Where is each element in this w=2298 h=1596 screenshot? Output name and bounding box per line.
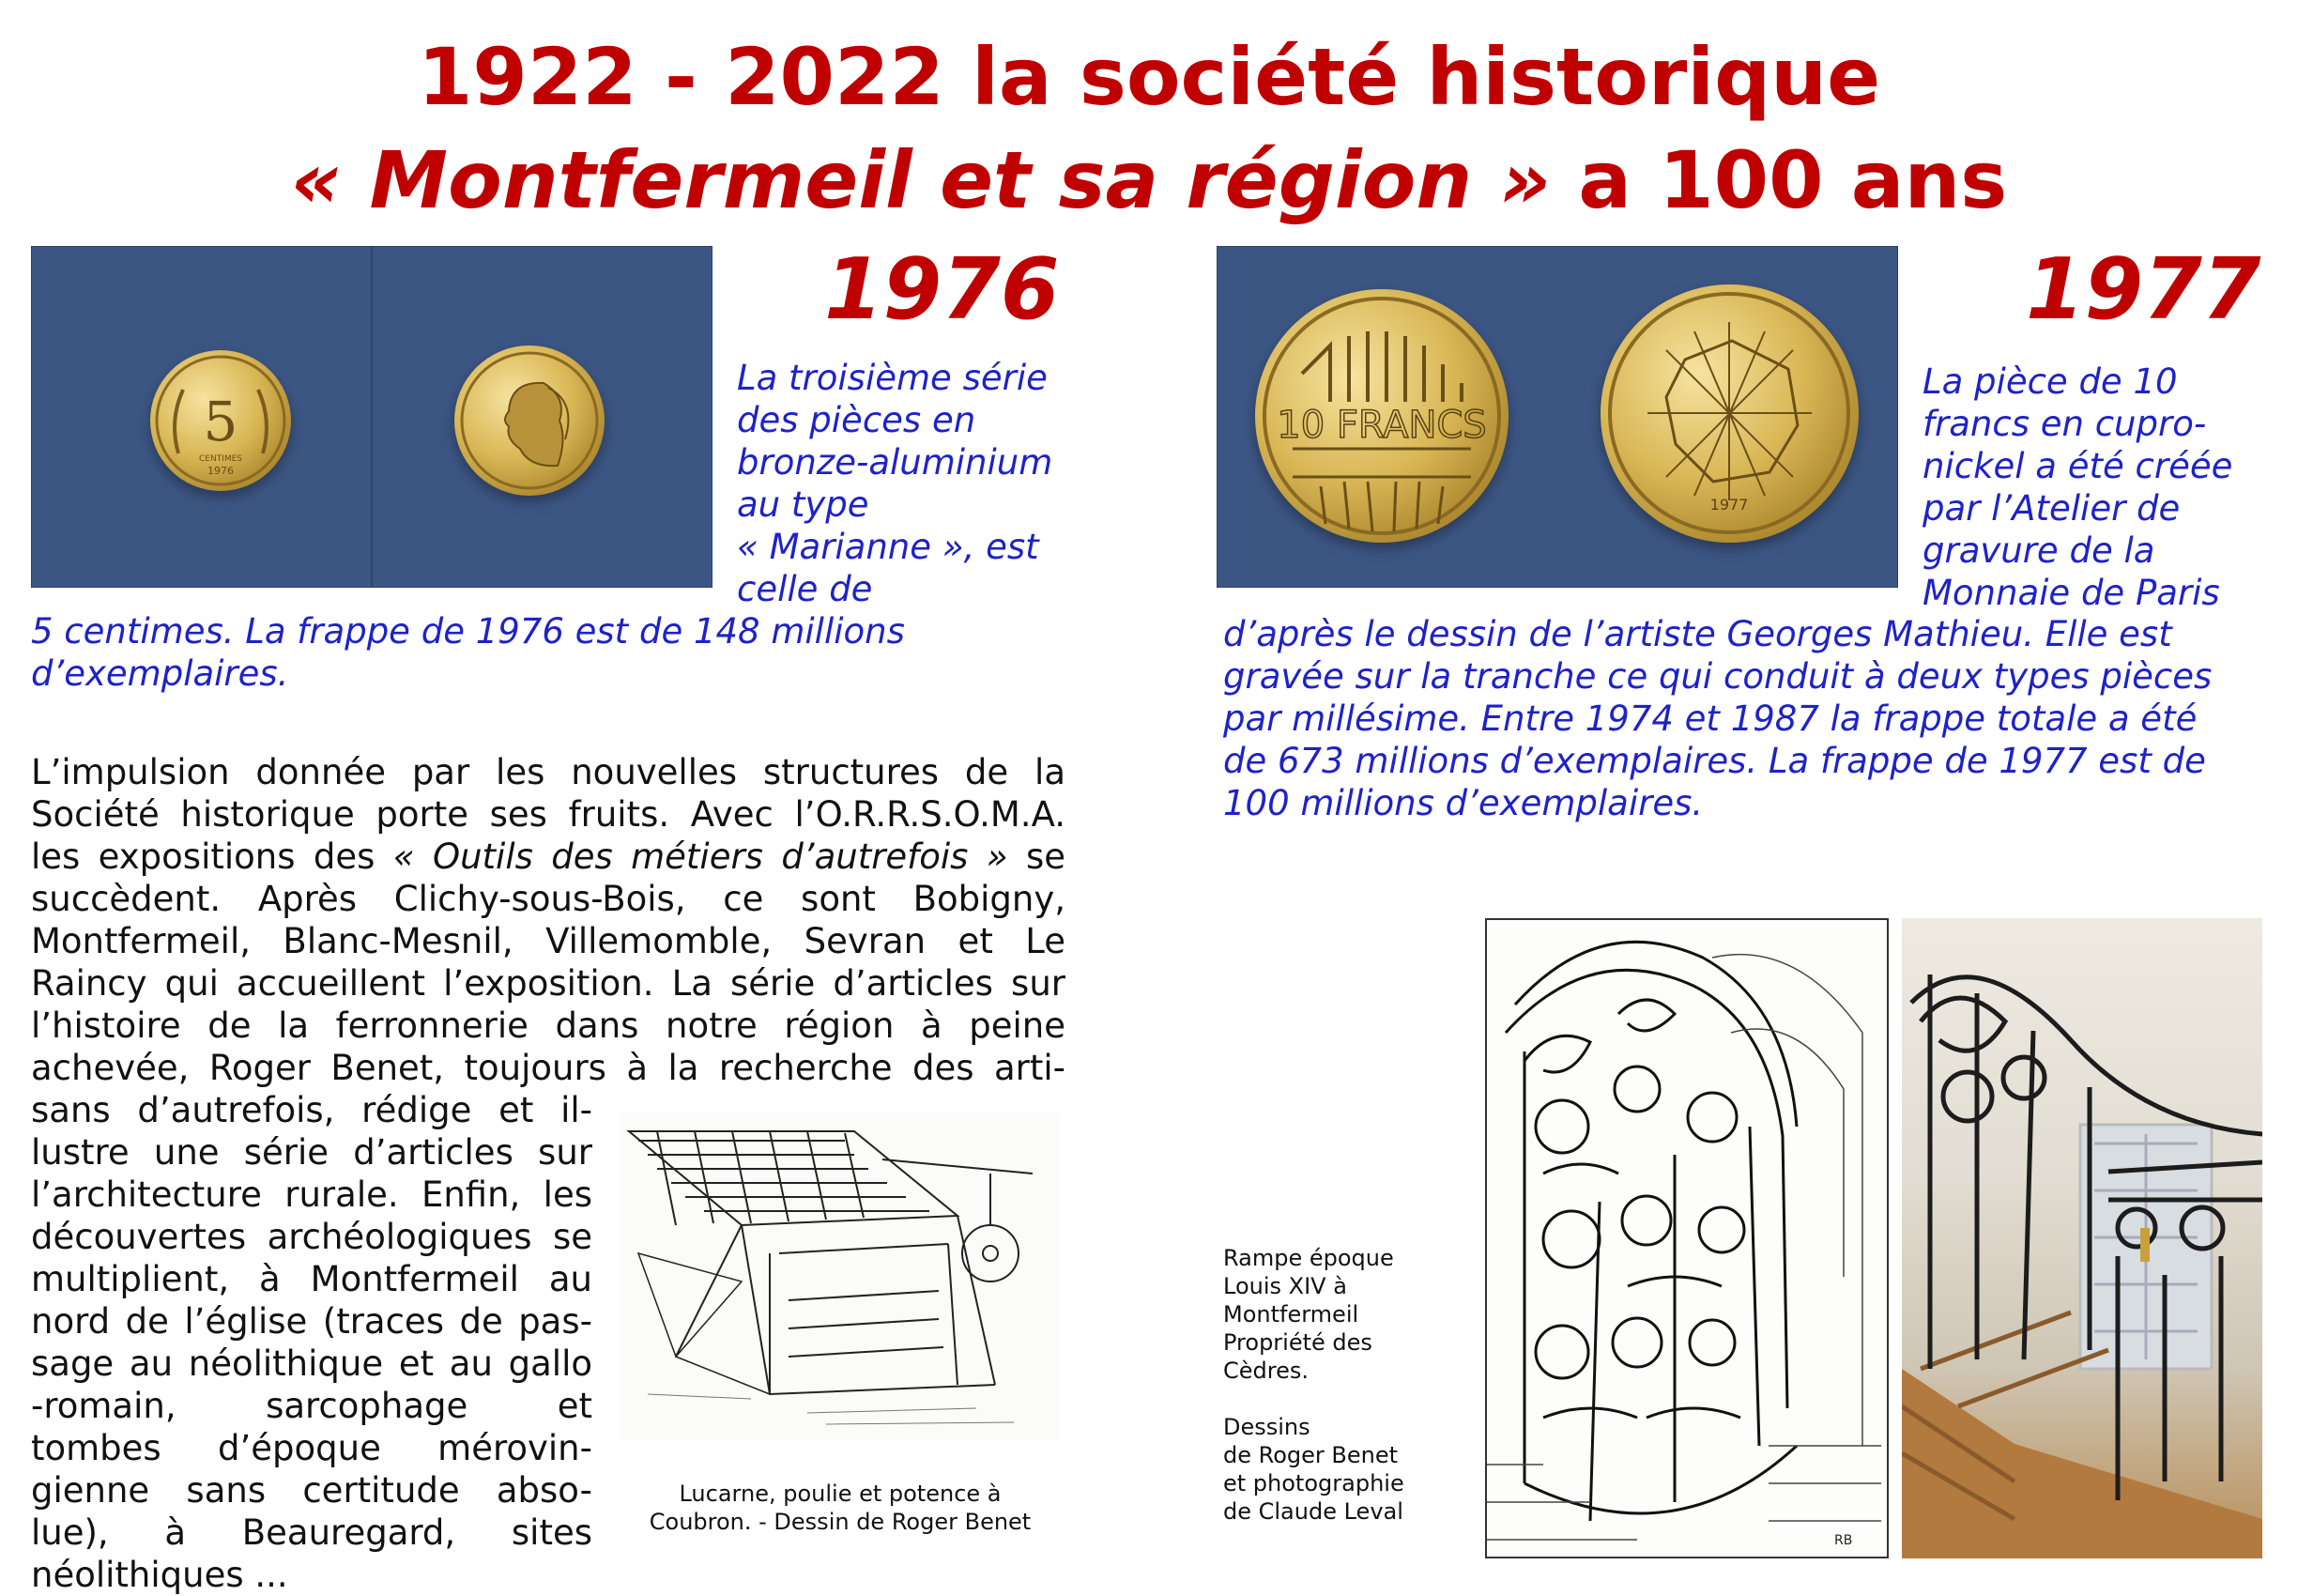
marianne-profile-icon bbox=[454, 345, 605, 496]
lucarne-caption-line: Coubron. - Dessin de Roger Benet bbox=[649, 1509, 1032, 1535]
coin-1976-line: 5 centimes. La frappe de 1976 est de 148 millions bbox=[31, 611, 905, 652]
coin-1976-text-continued bbox=[31, 610, 905, 695]
coin-1977-line: gravée sur la tranche ce qui conduit à deux types pièces bbox=[1223, 656, 2213, 697]
article-line: L’impulsion donnée par les nouvelles structures de la bbox=[31, 752, 1065, 792]
coin-1977-line: La pièce de 10 bbox=[1923, 361, 2178, 402]
coin-1977-text-continued bbox=[1223, 613, 2212, 824]
coin-1977-text-column bbox=[1923, 361, 2232, 614]
rampe-caption-line: de Roger Benet bbox=[1223, 1442, 1399, 1468]
rampe-caption-line: Dessins bbox=[1223, 1414, 1310, 1440]
article-line: néolithiques ... bbox=[31, 1555, 288, 1595]
article-line: gienne sans certitude abso- bbox=[31, 1470, 592, 1511]
coin-1977-line: gravure de la bbox=[1923, 530, 2155, 571]
rampe-caption-line bbox=[1223, 1385, 1404, 1413]
coin-10-francs-engraving bbox=[1255, 289, 1509, 543]
article-line: tombes d’époque mérovin- bbox=[31, 1428, 592, 1468]
year-1977: 1977 bbox=[2026, 240, 2261, 339]
coin-1977-line: francs en cupro- bbox=[1923, 404, 2207, 444]
coin-1977-line: par l’Atelier de bbox=[1923, 488, 2181, 529]
coin-year-text: 1976 bbox=[207, 465, 234, 477]
article-line: multiplient, à Montfermeil au bbox=[31, 1259, 592, 1299]
staircase-drawing bbox=[1485, 918, 1889, 1558]
article-line: -romain, sarcophage et bbox=[31, 1386, 592, 1426]
article-line: Société historique porte ses fruits. Avec l’O.R.R.S.O.M.A. bbox=[31, 794, 1065, 835]
coin-photo-1976 bbox=[31, 246, 712, 588]
rampe-caption-line: et photographie bbox=[1223, 1470, 1404, 1496]
coin-1976-line: bronze-aluminium bbox=[737, 442, 1053, 483]
lucarne-caption bbox=[620, 1480, 1061, 1536]
coin-1976-line: « Marianne », est bbox=[737, 527, 1039, 567]
coin-1977-line: nickel a été créée bbox=[1923, 446, 2233, 486]
coin-10-francs-label: 10 FRANCS bbox=[1277, 404, 1487, 447]
france-map-icon bbox=[1601, 284, 1859, 543]
title-society-name: Montfermeil et sa région bbox=[369, 134, 1473, 226]
coin-1977-line: Monnaie de Paris bbox=[1923, 573, 2220, 613]
article-line: achevée, Roger Benet, toujours à la recherche des arti- bbox=[31, 1048, 1065, 1088]
article-line: Montfermeil, Blanc-Mesnil, Villemomble, Sevran et Le bbox=[31, 921, 1065, 961]
coin-1977-line: d’après le dessin de l’artiste Georges Mathieu. Elle est bbox=[1223, 614, 2172, 654]
rampe-caption-line: Montfermeil bbox=[1223, 1301, 1359, 1327]
coin-1976-text-column bbox=[737, 357, 1052, 610]
coin-value-text: 5 bbox=[203, 390, 238, 453]
title-quote-close: » bbox=[1472, 134, 1552, 226]
exhibition-title: « Outils des métiers d’autrefois » bbox=[392, 836, 1008, 877]
staircase-photo bbox=[1902, 918, 2262, 1558]
article-body-narrow bbox=[31, 1089, 592, 1596]
title-line1-text: 1922 - 2022 la société historique bbox=[417, 31, 1881, 123]
page-title-line1 bbox=[0, 31, 2298, 123]
article-line: sage au néolithique et au gallo bbox=[31, 1343, 592, 1384]
rampe-caption-line: Propriété des bbox=[1223, 1329, 1372, 1356]
staircase-sketch bbox=[1487, 920, 1887, 1557]
article-text: les expositions des bbox=[31, 836, 393, 877]
title-quote-open: « bbox=[290, 134, 370, 226]
rampe-caption-line: Rampe époque bbox=[1223, 1245, 1394, 1271]
rampe-caption bbox=[1223, 1244, 1404, 1526]
coin-1976-line: La troisième série bbox=[737, 358, 1048, 398]
year-1976: 1976 bbox=[824, 240, 1060, 339]
article-line: succèdent. Après Clichy-sous-Bois, ce sont Bobigny, bbox=[31, 879, 1065, 919]
coin-5-centimes-obverse bbox=[150, 350, 291, 491]
coin-1977-line: par millésime. Entre 1974 et 1987 la frappe totale a été bbox=[1223, 698, 2198, 739]
coin-1977-line: 100 millions d’exemplaires. bbox=[1223, 783, 1704, 823]
article-line: l’architecture rurale. Enfin, les bbox=[31, 1174, 592, 1215]
article-body bbox=[31, 751, 1065, 1089]
coin-obverse-engraving bbox=[150, 350, 291, 491]
coin-5-centimes-reverse bbox=[454, 345, 605, 496]
photo-divider bbox=[371, 247, 373, 587]
article-line: nord de l’église (traces de pas- bbox=[31, 1301, 592, 1342]
coin-1976-line: des pièces en bbox=[737, 400, 976, 440]
rampe-caption-line: Louis XIV à bbox=[1223, 1273, 1347, 1299]
coin-1976-line: au type bbox=[737, 484, 869, 525]
article-text: se bbox=[1007, 836, 1065, 877]
article-line: lustre une série d’articles sur bbox=[31, 1132, 592, 1173]
article-line: découvertes archéologiques se bbox=[31, 1217, 592, 1257]
lucarne-drawing bbox=[620, 1113, 1061, 1441]
article-line: l’histoire de la ferronnerie dans notre région à peine bbox=[31, 1005, 1065, 1046]
rampe-caption-line: de Claude Leval bbox=[1223, 1498, 1403, 1525]
staircase-photo-render bbox=[1902, 918, 2262, 1558]
title-line2-rest: a 100 ans bbox=[1551, 134, 2008, 226]
coin-10-francs-obverse bbox=[1255, 289, 1509, 543]
coin-unit-text: CENTIMES bbox=[198, 454, 243, 464]
lucarne-sketch bbox=[620, 1113, 1061, 1441]
page-title-line2 bbox=[0, 134, 2298, 226]
coin-photo-1977 bbox=[1217, 246, 1898, 588]
coin-1976-line: celle de bbox=[737, 569, 873, 609]
coin-1977-line: de 673 millions d’exemplaires. La frappe de 1977 est de bbox=[1223, 741, 2206, 781]
article-line: lue), à Beauregard, sites bbox=[31, 1512, 592, 1553]
drawing-signature: RB bbox=[1834, 1533, 1853, 1548]
article-line-exhibitions bbox=[31, 836, 1065, 878]
article-line: sans d’autrefois, rédige et il- bbox=[31, 1090, 592, 1130]
coin-10-francs-year: 1977 bbox=[1709, 496, 1749, 514]
article-line: Raincy qui accueillent l’exposition. La série d’articles sur bbox=[31, 963, 1065, 1004]
rampe-caption-line: Cèdres. bbox=[1223, 1358, 1309, 1384]
lucarne-caption-line: Lucarne, poulie et potence à bbox=[679, 1481, 1002, 1507]
coin-1976-line: d’exemplaires. bbox=[31, 653, 289, 694]
coin-10-francs-reverse bbox=[1601, 284, 1859, 543]
